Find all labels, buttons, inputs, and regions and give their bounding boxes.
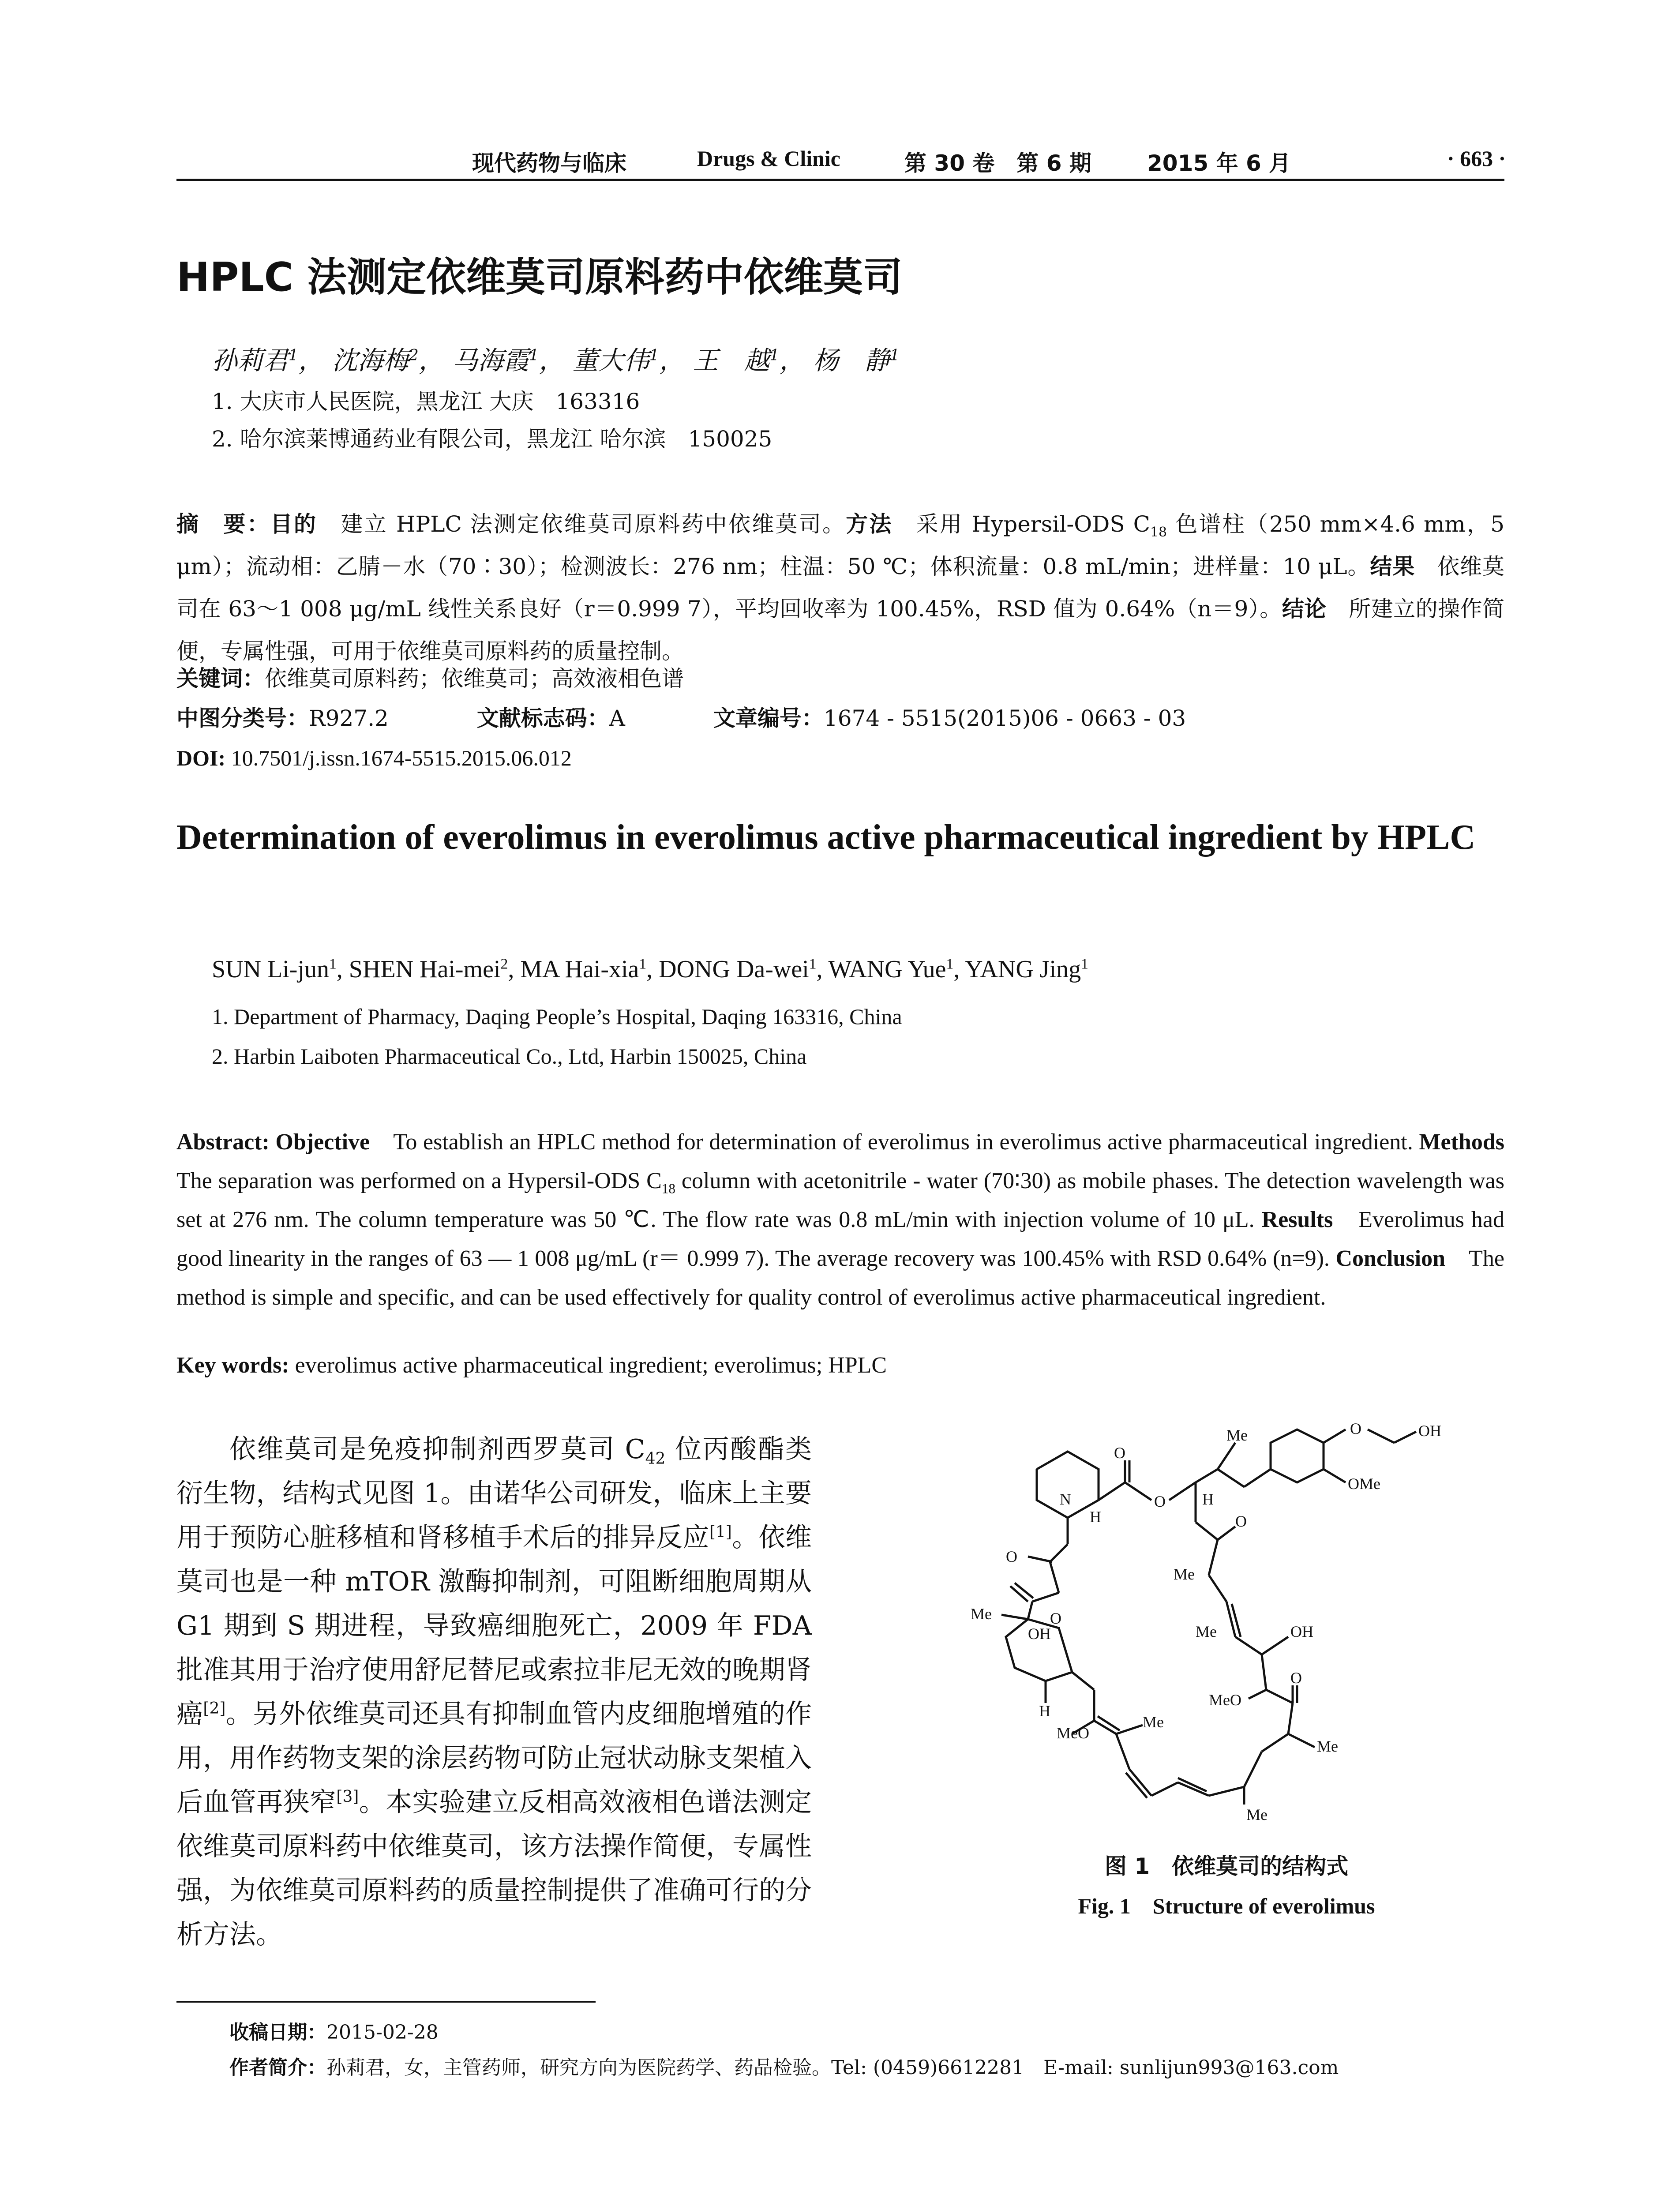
methods-text-2: column with acetonitrile - water (70∶30) as mobile phases. The detection wavelength was set at 276 nm. The column temperature was 50 ℃. The flow rate was 0.8 mL/min with injection volume of 10 μL. [176,1168,1504,1232]
author-aff: 1 [1081,956,1088,972]
author-aff: 1 [329,956,337,972]
author: 王 越 [693,345,770,375]
atom-label: Me [1317,1737,1338,1755]
author-aff: 1 [649,346,659,364]
author-bio [229,2052,1339,2080]
author-aff: 1 [889,346,900,364]
author-aff: 2 [409,346,419,364]
atom-label: OH [1028,1625,1051,1643]
journal-name-cn: 现代药物与临床 [472,150,626,176]
atom-label: Me [1226,1426,1248,1444]
figure-caption-en: Fig. 1 Structure of everolimus [1078,1894,1375,1918]
title-cn: HPLC 法测定依维莫司原料药中依维莫司 [176,254,903,300]
volume-issue: 第 30 卷 第 6 期 [904,150,1091,176]
author: 马海霞 [452,345,529,375]
doi-value: 10.7501/j.issn.1674-5515.2015.06.012 [231,746,572,770]
conclusion-text: The method is simple and specific, and can be used effectively for quality control of everolimus active pharmaceutical ingredient. [176,1246,1504,1310]
classification-line [176,697,1504,739]
affiliation-en-2: 2. Harbin Laiboten Pharmaceutical Co., Ltd, Harbin 150025, China [212,1044,807,1069]
atom-label: MeO [1209,1691,1241,1709]
title-en: Determination of everolimus in everolimus active pharmaceutical ingredient by HPLC [176,818,1476,857]
author: 杨 静 [813,345,890,375]
atom-label: O [1235,1512,1247,1530]
abstract-cn [176,503,1504,672]
body-text: 位丙酸酯类衍生物，结构式见图 1。由诺华公司研发，临床上主要用于预防心脏移植和肾移植手术后的排异反应 [176,1434,812,1553]
abstract-label: 摘 要： [176,511,270,537]
methods-label: Methods [1419,1129,1504,1155]
author: SHEN Hai-mei [349,956,501,983]
author: MA Hai-xia [520,956,639,983]
abstract-objective-label: Abstract: Objective [176,1129,370,1155]
atom-label: MeO [1057,1724,1089,1742]
atom-label: O [1290,1669,1302,1687]
author-aff: 2 [500,956,508,972]
article-no-label: 文章编号： [713,705,824,731]
atom-label: H [1202,1490,1214,1508]
atom-label: OH [1290,1623,1313,1640]
subscript: 42 [645,1450,666,1468]
atom-label: OH [1418,1422,1441,1440]
author: WANG Yue [828,956,946,983]
affiliation-cn-2: 2. 哈尔滨莱博通药业有限公司，黑龙江 哈尔滨 150025 [212,426,772,452]
bio-value: 孙莉君，女，主管药师，研究方向为医院药学、药品检验。Tel: (0459)6612281 E-mail: sunlijun993@163.com [326,2056,1339,2079]
body-text: 。依维莫司也是一种 mTOR 激酶抑制剂，可阻断细胞周期从 G1 期到 S 期进程，导致癌细胞死亡，2009 年 FDA 批准其用于治疗使用舒尼替尼或索拉非尼无效的晚期肾癌 [176,1522,812,1730]
author-aff: 1 [289,346,299,364]
author-aff: 1 [639,956,647,972]
authors-cn: 孙莉君$^1$， 沈海梅$^2$， 马海霞$^1$， 董大伟$^1$， 王 越$^1$， 杨 静$^1$ [212,345,900,375]
body-text: 依维莫司是免疫抑制剂西罗莫司 C [229,1434,645,1465]
objective-text: 建立 HPLC 法测定依维莫司原料药中依维莫司。 [341,511,846,537]
atom-label: O [1114,1444,1125,1462]
atom-label: H [1039,1702,1050,1720]
methods-text: 采用 Hypersil-ODS C [916,511,1150,537]
keywords-en [176,1352,887,1378]
authors-en: SUN Li-jun$^1$, SHEN Hai-mei$^2$, MA Hai-xia$^1$, DONG Da-wei$^1$, WANG Yue$^1$, YANG Jing$^1$ [212,956,1088,983]
doc-code-label: 文献标志码： [476,705,609,731]
abstract-en [176,1123,1504,1317]
results-text: 依维莫司在 63～1 008 μg/mL 线性关系良好（r＝0.999 7），平均回收率为 100.45%，RSD 值为 0.64%（n＝9）。 [176,554,1505,622]
conclusion-label: Conclusion [1335,1246,1446,1271]
atom-label: Me [1196,1623,1217,1640]
conclusion-text: 所建立的操作简便，专属性强，可用于依维莫司原料药的质量控制。 [176,596,1505,664]
atom-label: OMe [1348,1475,1380,1493]
atom-label: Me [1174,1565,1195,1583]
everolimus-structure-figure [962,1416,1491,1840]
atom-label: Me [1143,1713,1164,1731]
methods-text: The separation was performed on a Hypersil-ODS C [176,1168,662,1193]
affiliation-cn-1: 1. 大庆市人民医院，黑龙江 大庆 163316 [212,389,640,414]
article-no-value: 1674 - 5515(2015)06 - 0663 - 03 [823,705,1186,731]
author: YANG Jing [965,956,1081,983]
structure-labels [971,1420,1441,1823]
results-label: 结果 [1370,554,1415,579]
citation: [1] [709,1523,732,1541]
keywords-text: 依维莫司原料药；依维莫司；高效液相色谱 [265,666,684,691]
bio-label: 作者简介： [229,2056,326,2079]
body-text: 。本实验建立反相高效液相色谱法测定依维莫司原料药中依维莫司，该方法操作简便，专属性强，为依维莫司原料药的质量控制提供了准确可行的分析方法。 [176,1787,812,1950]
atom-label: N [1060,1490,1071,1508]
doi-line [176,737,572,779]
received-value: 2015-02-28 [326,2021,439,2044]
atom-label: O [1350,1420,1361,1437]
citation: [2] [203,1700,226,1718]
author: 沈海梅 [332,345,409,375]
clc-label: 中图分类号： [176,705,309,731]
body-paragraph [176,1427,812,1957]
figure-caption-cn: 图 1 依维莫司的结构式 [1104,1853,1349,1879]
page-number: · 663 · [1447,146,1506,171]
issue-date: 2015 年 6 月 [1147,150,1291,176]
running-header [176,141,1504,181]
objective-text: To establish an HPLC method for determination of everolimus in everolimus active pharmaceutical ingredient. [393,1129,1413,1155]
atom-label: O [1006,1548,1017,1565]
citation: [3] [336,1788,359,1806]
author-aff: 1 [809,956,817,972]
author: 孙莉君 [212,345,289,375]
author: SUN Li-jun [212,956,329,983]
methods-text-2: 色谱柱（250 mm×4.6 mm，5 μm）；流动相：乙腈－水（70∶30）；检测波长：276 nm；柱温：50 ℃；体积流量：0.8 mL/min；进样量：10 μL。 [176,511,1505,579]
author: DONG Da-wei [659,956,809,983]
header-rule [176,179,1504,181]
journal-name-en: Drugs & Clinic [697,146,840,171]
doi-label: DOI: [176,746,226,770]
affiliation-en-1: 1. Department of Pharmacy, Daqing People’s Hospital, Daqing 163316, China [212,1004,902,1029]
keywords-label: Key words: [176,1353,289,1378]
atom-label: O [1050,1609,1061,1627]
atom-label: Me [971,1605,992,1623]
keywords-cn [176,657,684,700]
methods-label: 方法 [846,511,893,537]
atom-label: Me [1246,1806,1268,1823]
subscript: 18 [661,1181,675,1197]
author: 董大伟 [572,345,649,375]
received-date [229,2016,439,2045]
author-aff: 1 [529,346,539,364]
author-aff: 1 [769,346,780,364]
body-text: 。另外依维莫司还具有抑制血管内皮细胞增殖的作用，用作药物支架的涂层药物可防止冠状动脉支架植入后血管再狭窄 [176,1699,812,1818]
results-text: Everolimus had good linearity in the ranges of 63 — 1 008 μg/mL (r＝ 0.999 7). The average recovery was 100.45% with RSD 0.64% (n=9). [176,1207,1504,1271]
atom-label: H [1090,1508,1101,1526]
received-label: 收稿日期： [229,2021,326,2044]
results-label: Results [1261,1207,1333,1232]
conclusion-label: 结论 [1282,596,1327,622]
subscript: 18 [1150,525,1167,540]
doc-code-value: A [609,705,625,731]
footnote-rule [176,2001,596,2003]
atom-label: O [1154,1493,1166,1510]
clc-value: R927.2 [309,705,389,731]
author-aff: 1 [946,956,954,972]
keywords-label: 关键词： [176,666,265,691]
keywords-text: everolimus active pharmaceutical ingredient; everolimus; HPLC [295,1353,887,1378]
objective-label: 目的 [270,511,318,537]
